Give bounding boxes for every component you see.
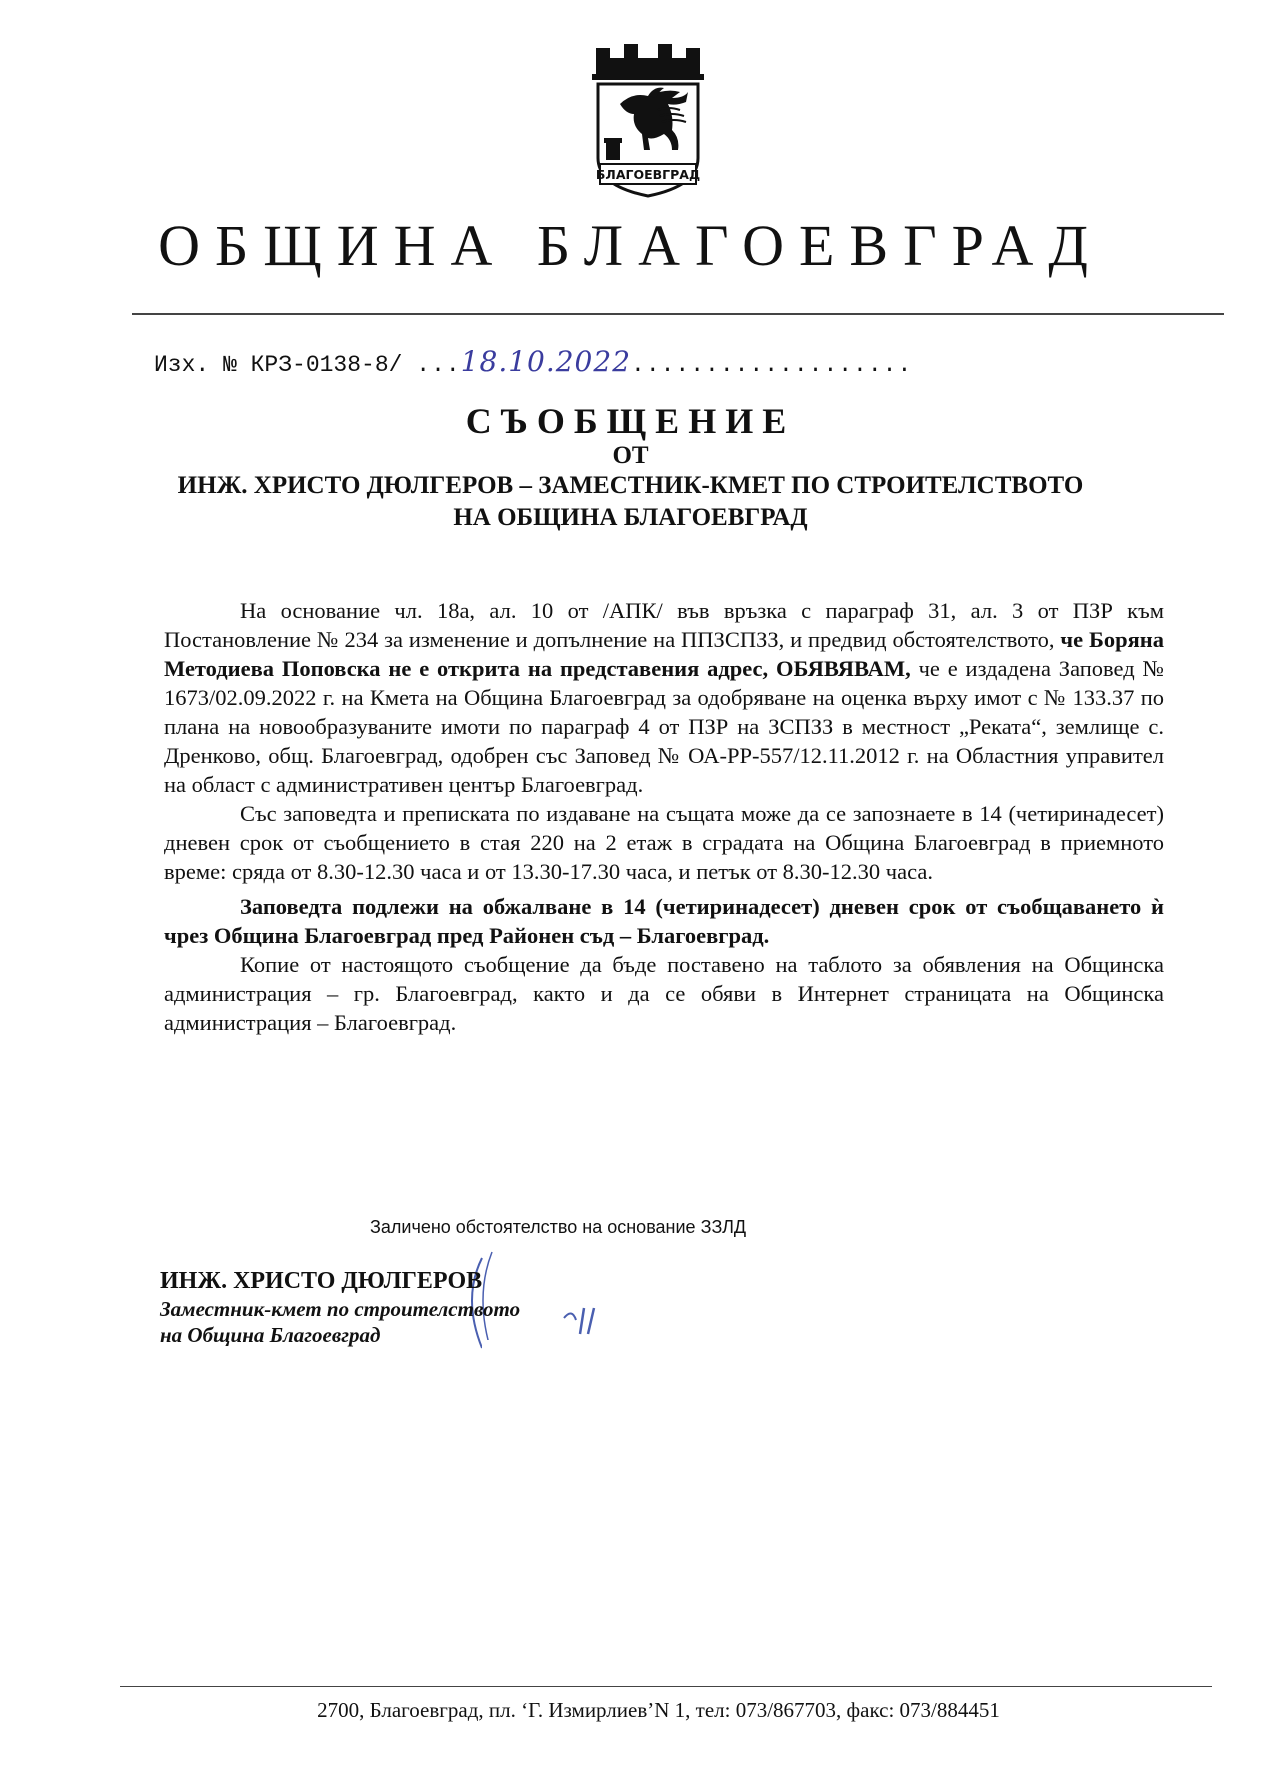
paragraph-1-start: На основание чл. 18а, ал. 10 от /АПК/ във връзка с параграф 31, ал. 3 от ПЗР към Постановление № 234 за изменение и допълнение на ППЗСПЗЗ, и предвид обстоятелството, [164,598,1164,652]
footer-address: 2700, Благоевград, пл. ‘Г. Измирлиев’N 1, тел: 073/867703, факс: 073/884451 [317,1698,1000,1722]
outgoing-trailing-dots: ................... [631,352,913,378]
notice-author-line-1: ИНЖ. ХРИСТО ДЮЛГЕРОВ – ЗАМЕСТНИК-КМЕТ ПО СТРОИТЕЛСТВОТО [177,472,1084,499]
redaction-whiteout [482,1340,704,1440]
footer-divider [120,1686,1212,1687]
signatory-name: ИНЖ. ХРИСТО ДЮЛГЕРОВ [160,1268,483,1294]
notice-from: ОТ [612,442,649,469]
notice-body [164,596,1164,1037]
notice-author-line-2: НА ОБЩИНА БЛАГОЕВГРАД [453,504,808,531]
paragraph-1 [164,596,1164,799]
outgoing-leading-dots: ... [416,352,461,378]
notice-heading: СЪОБЩЕНИЕ [465,401,796,441]
handwritten-date: 18.10.2022 [460,345,632,378]
paragraph-4: Копие от настоящото съобщение да бъде поставено на таблото за обявления на Общинска администрация – гр. Благоевград, както и да се обяви в Интернет страницата на Общинска администрация – Благоевград. [164,952,1164,1035]
signatory-role-line-2: на Община Благоевград [160,1323,381,1347]
redaction-note: Заличено обстоятелство на основание ЗЗЛД [350,1206,800,1256]
municipality-name: ОБЩИНА БЛАГОЕВГРАД [158,213,1103,278]
paragraph-3 [164,892,1164,950]
paragraph-1-bold: че Боряна Методиева Поповска не е открита на представения адрес, ОБЯВЯВАМ, [164,627,1164,681]
outgoing-number [154,345,912,378]
crest-label: БЛАГОЕВГРАД [595,167,701,182]
notice-title-block [0,400,1261,534]
header-divider [132,313,1224,315]
signature-block [160,1266,520,1348]
paragraph-1-end: че е издадена Заповед № 1673/02.09.2022 г. на Кмета на Община Благоевград за одобряване на оценка върху имот с № 133.37 по плана на новообразуваните имоти по параграф 4 от ПЗР на ЗСПЗЗ в местност „Реката“, землище с. Дренково, общ. Благоевград, одобрен със Заповед № ОА-РР-557/12.11.2012 г. на Областния управител на област с административен център Благоевград. [164,656,1164,797]
paragraph-3-bold: Заповедта подлежи на обжалване в 14 (четиринадесет) дневен срок от съобщаването ѝ чрез Община Благоевград пред Районен съд – Благоевград. [164,894,1164,948]
paragraph-2: Със заповедта и преписката по издаване на същата може да се запознаете в 14 (четиринадесет) дневен срок от съобщението в стая 220 на 2 етаж в сградата на Община Благоевград в приемното време: сряда от 8.30-12.30 часа и от 13.30-17.30 часа, и петък от 8.30-12.30 часа. [164,801,1164,884]
municipality-crest-icon [588,40,708,200]
signatory-role-line-1: Заместник-кмет по строителството [160,1297,521,1321]
outgoing-label: Изх. № КРЗ-0138-8/ [154,352,403,378]
